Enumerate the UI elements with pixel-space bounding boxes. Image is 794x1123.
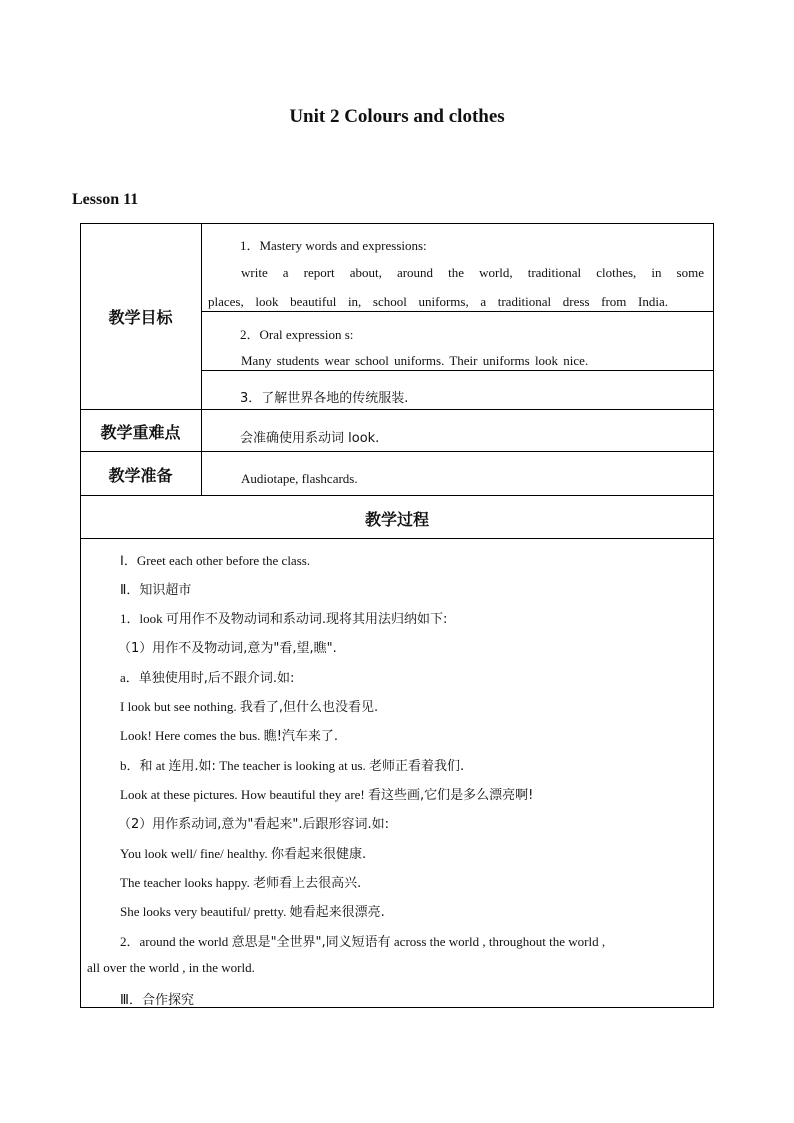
process-line-16: Ⅲ．合作探究 [120, 993, 194, 1008]
objective-divider-2 [201, 370, 714, 371]
process-line-5: a．单独使用时,后不跟介词.如: [120, 670, 295, 686]
process-line-2: Ⅱ．知识超市 [120, 583, 192, 598]
preparation-label: 教学准备 [108, 466, 173, 485]
process-line-8: b．和 at 连用.如: The teacher is looking at us. 老师正看着我们. [120, 758, 465, 774]
table-border-top [80, 223, 714, 224]
objective-2-heading: 2．Oral expression s: [240, 327, 354, 342]
row-divider-2 [80, 451, 714, 452]
table-border-left [80, 223, 81, 1008]
process-line-13: She looks very beautiful/ pretty. 她看起来很漂亮. [120, 904, 385, 920]
process-line-7: Look! Here comes the bus. 瞧!汽车来了. [120, 728, 339, 744]
objective-1-heading: 1．Mastery words and expressions: [240, 238, 427, 253]
objective-1-line-2: places, look beautiful in, school uniforms, a traditional dress from India. [208, 294, 668, 309]
row-divider-3 [80, 495, 714, 496]
process-line-9: Look at these pictures. How beautiful they are! 看这些画,它们是多么漂亮啊! [120, 787, 534, 803]
process-line-4: （1）用作不及物动词,意为"看,望,瞧". [118, 641, 337, 656]
preparation-text: Audiotape, flashcards. [241, 471, 358, 486]
objective-3: 3．了解世界各地的传统服装. [240, 391, 409, 406]
objective-divider-1 [201, 311, 714, 312]
objective-1-line-1: write a report about, around the world, traditional clothes, in some [241, 265, 704, 280]
objectives-label: 教学目标 [108, 308, 173, 327]
row-divider-4 [80, 538, 714, 539]
process-line-3: 1．look 可用作不及物动词和系动词.现将其用法归纳如下: [120, 611, 448, 627]
process-line-11: You look well/ fine/ healthy. 你看起来很健康. [120, 846, 367, 862]
lesson-heading: Lesson 11 [72, 191, 139, 208]
objective-2-line-1: Many students wear school uniforms. Their uniforms look nice. [241, 353, 589, 368]
lesson-plan-table [80, 223, 714, 1008]
process-line-10: （2）用作系动词,意为"看起来".后跟形容词.如: [118, 817, 390, 832]
column-divider [201, 223, 202, 495]
row-divider-1 [80, 409, 714, 410]
table-border-right [713, 223, 714, 1008]
key-points-text: 会准确使用系动词 look. [240, 431, 380, 446]
process-line-12: The teacher looks happy. 老师看上去很高兴. [120, 875, 362, 891]
process-line-14: 2．around the world 意思是"全世界",同义短语有 across the world , throughout the world , [120, 934, 606, 950]
process-line-15: all over the world , in the world. [87, 960, 255, 975]
process-line-1: Ⅰ．Greet each other before the class. [120, 553, 311, 568]
process-label: 教学过程 [364, 510, 429, 529]
page-title: Unit 2 Colours and clothes [289, 106, 505, 127]
key-points-label: 教学重难点 [100, 423, 181, 442]
process-line-6: I look but see nothing. 我看了,但什么也没看见. [120, 699, 379, 715]
